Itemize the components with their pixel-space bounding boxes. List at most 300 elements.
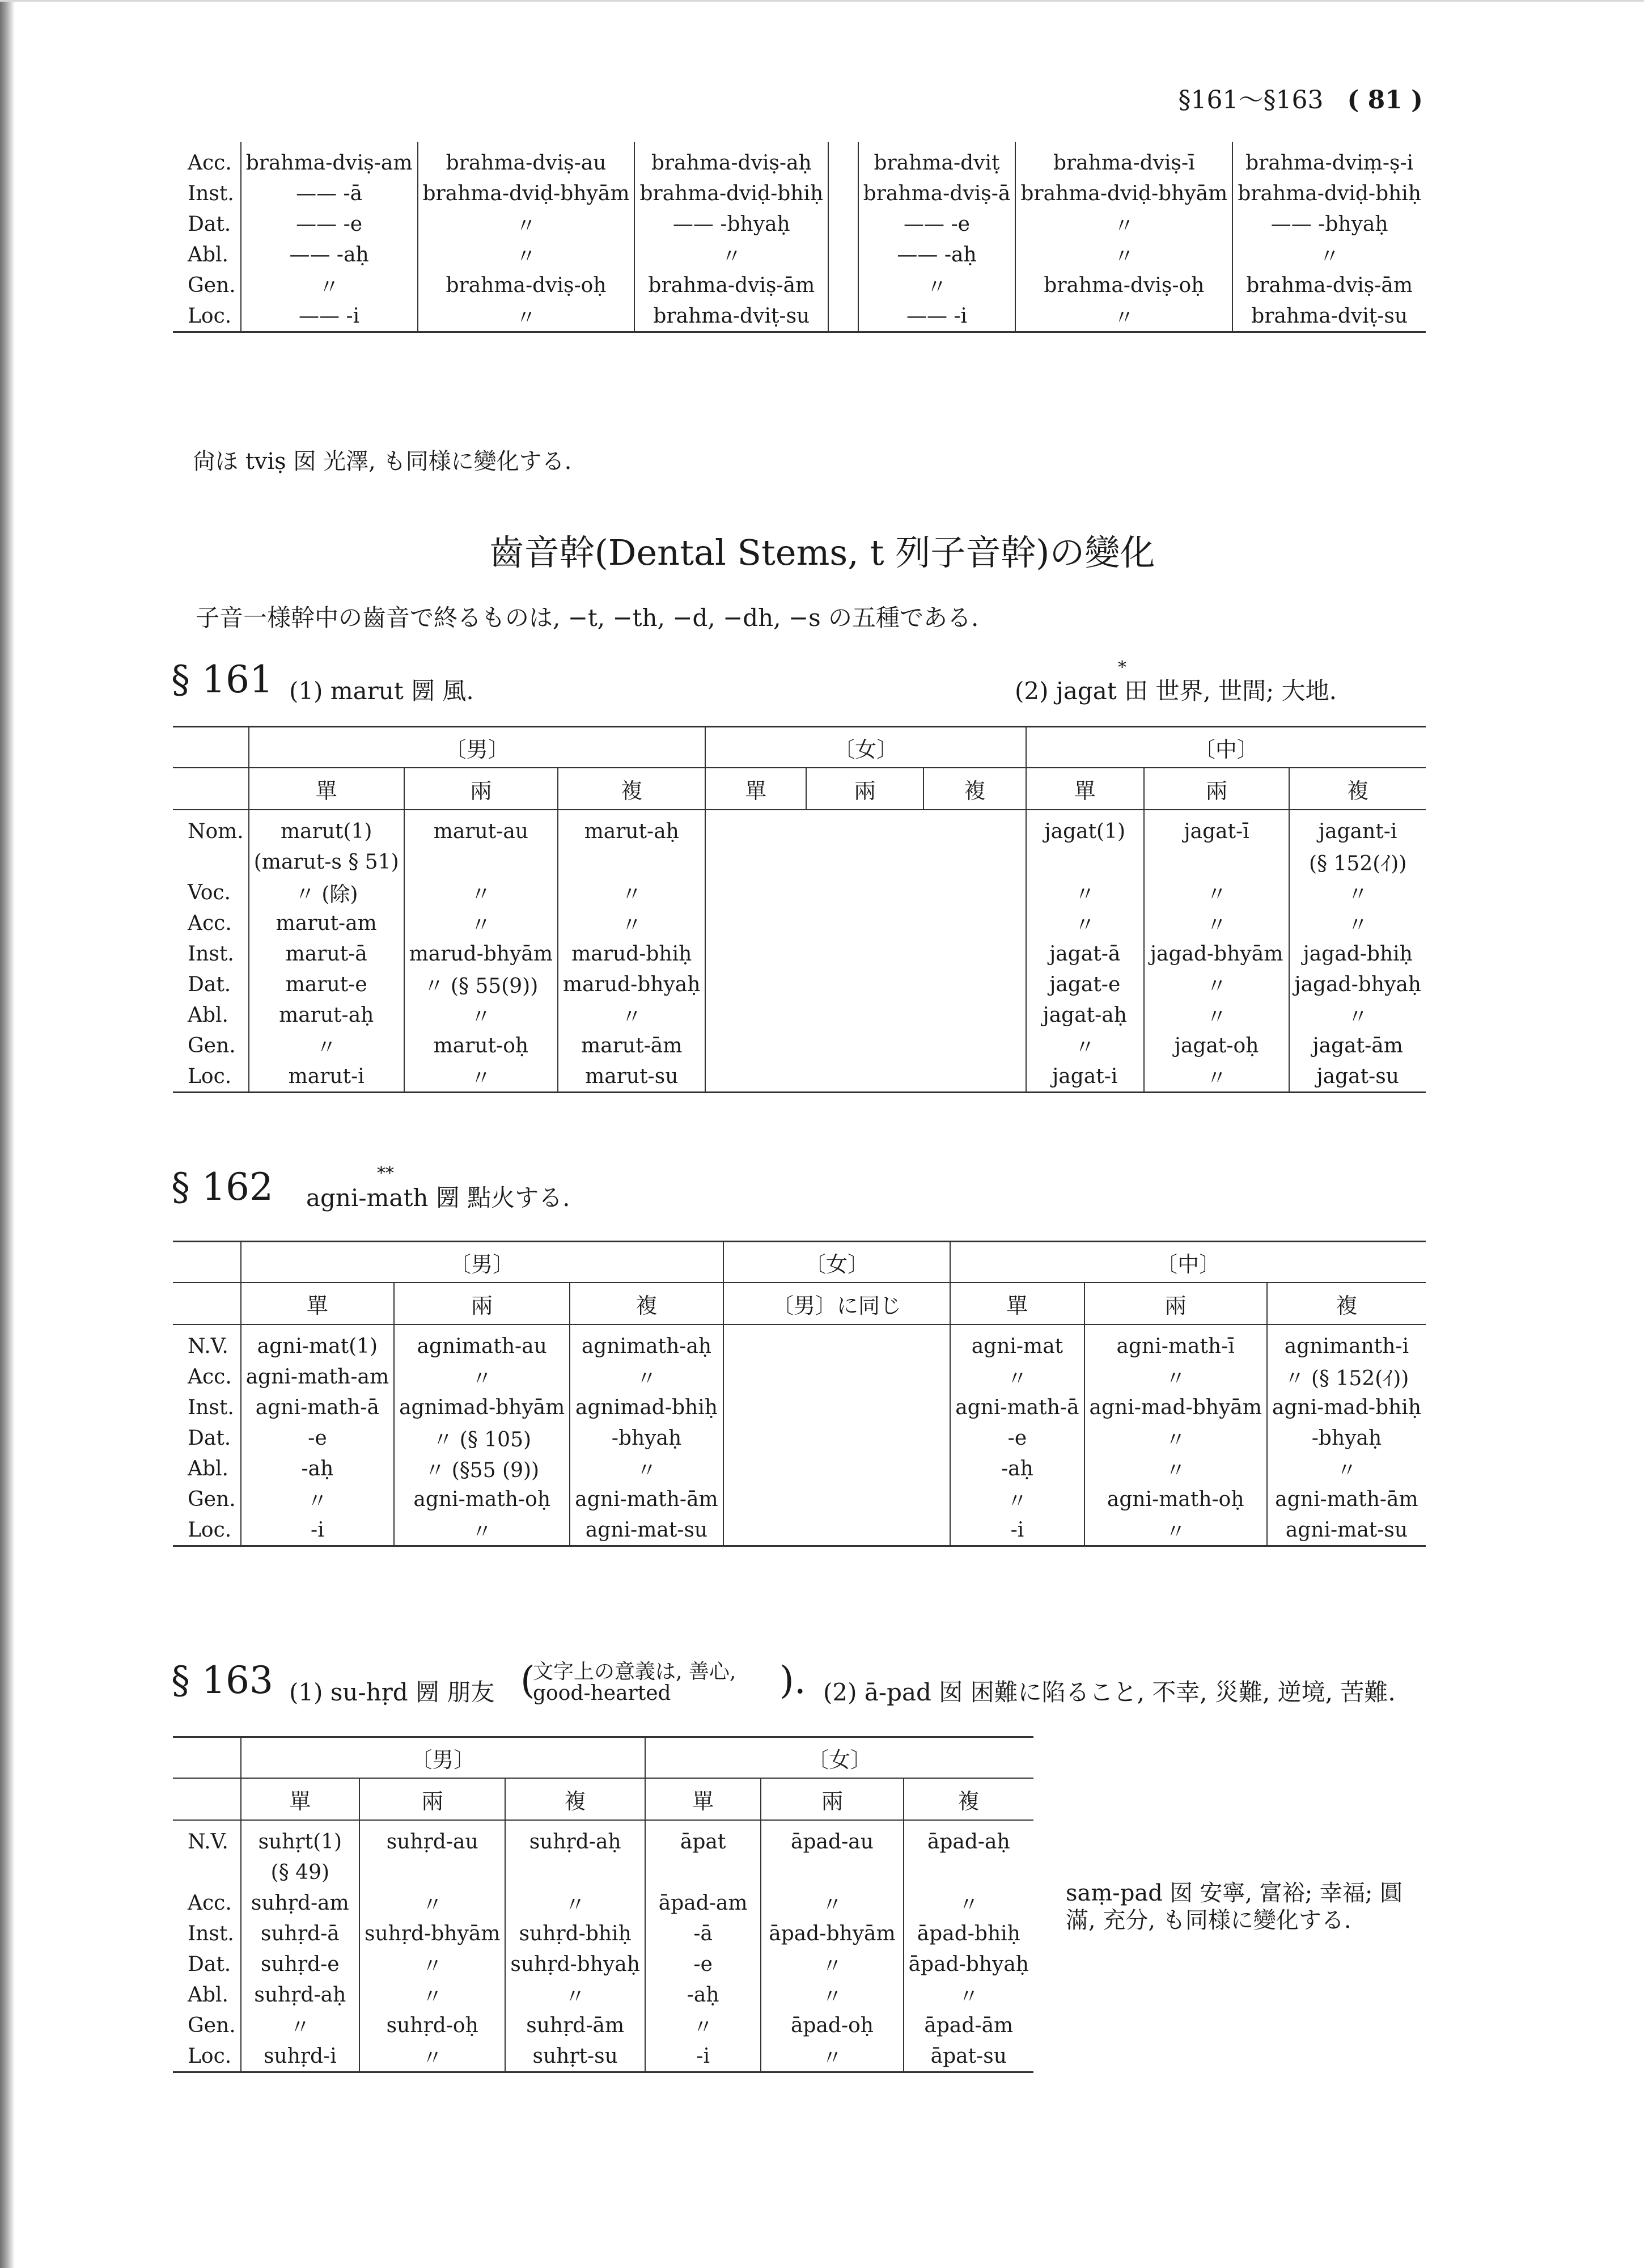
- case-label: Inst.: [188, 181, 234, 205]
- empty-cell: [923, 1030, 1026, 1061]
- table-row: [173, 301, 1426, 332]
- case-label: [173, 847, 249, 877]
- cell: jagad-bhyaḥ: [1289, 969, 1426, 1000]
- empty-cell: [923, 969, 1026, 1000]
- cell: 〃: [1289, 908, 1426, 938]
- cell: marud-bhyām: [404, 938, 558, 969]
- section-number-162: § 162: [171, 1165, 273, 1209]
- gender-header-row: [173, 727, 1426, 768]
- cell: agni-math-ām: [570, 1484, 723, 1514]
- empty-cell: [806, 938, 923, 969]
- cell: 〃: [558, 877, 705, 908]
- empty-cell: [705, 938, 806, 969]
- cell: āpad-bhyaḥ: [904, 1949, 1033, 1979]
- section-number-161: § 161: [171, 658, 273, 701]
- cell: 〃: [558, 908, 705, 938]
- empty-cell: [806, 1061, 923, 1093]
- cell: (§ 152(ｲ)): [1289, 847, 1426, 877]
- cell: [1144, 847, 1290, 877]
- number-header: 兩: [359, 1778, 505, 1820]
- case-label: Gen.: [188, 2013, 236, 2037]
- section-intro: 子音一様幹中の齒音で終るものは, −t, −th, −d, −dh, −s の五種である.: [196, 604, 979, 632]
- cell: jagad-bhiḥ: [1289, 938, 1426, 969]
- cell: suhṛd-oḥ: [359, 2010, 505, 2041]
- number-header: 單: [705, 768, 806, 810]
- empty-cell: [723, 1484, 951, 1514]
- table-row: [173, 1453, 1426, 1484]
- cell: 〃: [359, 1979, 505, 2010]
- cell: (marut-s § 51): [249, 847, 404, 877]
- cell: agni-mat-su: [570, 1514, 723, 1546]
- case-label: Acc.: [188, 1891, 232, 1915]
- cell: —— -bhyaḥ: [634, 209, 828, 239]
- cell: 〃: [904, 1979, 1033, 2010]
- case-label: Loc.: [188, 1518, 232, 1542]
- cell: suhṛd-aḥ: [241, 1979, 359, 2010]
- case-label: Loc.: [188, 304, 232, 328]
- empty-cell: [923, 847, 1026, 877]
- number-header: 複: [904, 1778, 1033, 1820]
- gloss-close-paren: ).: [779, 1658, 806, 1702]
- cell: marut-su: [558, 1061, 705, 1093]
- cell: 〃: [418, 301, 635, 332]
- gender-header-row: [173, 1737, 1033, 1779]
- cell: [645, 1857, 761, 1888]
- table-row: [173, 908, 1426, 938]
- cell: āpad-au: [761, 1820, 903, 1857]
- header-sections: §161〜§163: [1178, 86, 1324, 115]
- s163-gloss: [533, 1661, 736, 1704]
- cell: 〃: [1015, 301, 1232, 332]
- number-header: 單: [1026, 768, 1144, 810]
- cell: 〃: [1232, 239, 1426, 270]
- table-row: [173, 209, 1426, 239]
- table-row: [173, 1061, 1426, 1093]
- cell: —— -i: [858, 301, 1016, 332]
- cell: 〃: [241, 270, 418, 301]
- cell: suhṛd-i: [241, 2041, 359, 2072]
- cell: agni-math-ām: [1267, 1484, 1426, 1514]
- case-label: Loc.: [188, 2044, 232, 2068]
- cell: marut-aḥ: [249, 1000, 404, 1030]
- cell: brahma-dviḍ-bhiḥ: [634, 178, 828, 209]
- empty-cell: [723, 1325, 951, 1361]
- cell: 〃: [404, 1000, 558, 1030]
- table-row: [173, 1888, 1033, 1918]
- cell: marut-aḥ: [558, 810, 705, 847]
- empty-cell: [923, 1061, 1026, 1093]
- case-label: Dat.: [188, 1426, 231, 1450]
- cell: suhṛt-su: [505, 2041, 645, 2072]
- empty-cell: [705, 847, 806, 877]
- cell: —— -aḥ: [858, 239, 1016, 270]
- empty-cell: [723, 1514, 951, 1546]
- cell: āpat: [645, 1820, 761, 1857]
- gender-header: 〔男〕: [241, 1737, 645, 1779]
- cell: 〃: [858, 270, 1016, 301]
- table-row: [173, 1423, 1426, 1453]
- empty-cell: [806, 877, 923, 908]
- cell: agni-mat-su: [1267, 1514, 1426, 1546]
- s163-item-apad: (2) ā-pad 囡 困難に陷ること, 不幸, 災難, 逆境, 苦難.: [823, 1678, 1396, 1706]
- gloss-open-paren: (: [520, 1658, 535, 1702]
- empty-cell: [828, 142, 858, 178]
- gender-header: 〔中〕: [950, 1242, 1426, 1283]
- number-header: 單: [645, 1778, 761, 1820]
- gender-header: 〔男〕: [249, 727, 706, 768]
- case-label: Gen.: [188, 1034, 236, 1057]
- table-row: [173, 1392, 1426, 1423]
- empty-cell: [723, 1453, 951, 1484]
- empty-cell: [806, 908, 923, 938]
- cell: 〃: [418, 209, 635, 239]
- cell: 〃: [570, 1453, 723, 1484]
- cell: brahma-dviṣ-oḥ: [418, 270, 635, 301]
- table-row: [173, 1325, 1426, 1361]
- number-header: 兩: [806, 768, 923, 810]
- case-label: Abl.: [188, 1003, 228, 1027]
- empty-cell: [705, 810, 806, 847]
- cell: jagat(1): [1026, 810, 1144, 847]
- scan-top-edge: [0, 0, 1644, 2]
- cell: brahma-dviṣ-ām: [634, 270, 828, 301]
- cell: brahma-dviḍ-bhiḥ: [1232, 178, 1426, 209]
- cell: 〃: [1084, 1423, 1267, 1453]
- cell: -aḥ: [950, 1453, 1084, 1484]
- cell: agni-mad-bhiḥ: [1267, 1392, 1426, 1423]
- gloss-top: 文字上の意義は, 善心,: [533, 1660, 736, 1683]
- cell: jagat-aḥ: [1026, 1000, 1144, 1030]
- empty-cell: [923, 938, 1026, 969]
- cell: agni-math-oḥ: [394, 1484, 570, 1514]
- cell: 〃: [404, 908, 558, 938]
- cell: āpad-aḥ: [904, 1820, 1033, 1857]
- cell: -e: [950, 1423, 1084, 1453]
- cell: (§ 49): [241, 1857, 359, 1888]
- cell: —— -aḥ: [241, 239, 418, 270]
- cell: 〃: [1144, 877, 1290, 908]
- cell: 〃: [761, 1979, 903, 2010]
- table-row: [173, 1918, 1033, 1949]
- corner-cell: [173, 727, 249, 768]
- cell: 〃: [1144, 969, 1290, 1000]
- s161-item-marut: (1) marut 圐 風.: [289, 677, 474, 705]
- cell: 〃: [418, 239, 635, 270]
- empty-cell: [705, 1000, 806, 1030]
- case-label: Inst.: [188, 1395, 234, 1419]
- cell: [1026, 847, 1144, 877]
- cell: 〃: [634, 239, 828, 270]
- cell: 〃: [1144, 1061, 1290, 1093]
- cell: 〃: [241, 1484, 394, 1514]
- running-head: [1179, 79, 1423, 116]
- empty-cell: [923, 877, 1026, 908]
- empty-cell: [923, 810, 1026, 847]
- empty-cell: [705, 877, 806, 908]
- table-row: [173, 1979, 1033, 2010]
- empty-cell: [806, 969, 923, 1000]
- cell: suhṛd-ām: [505, 2010, 645, 2041]
- cell: marut-e: [249, 969, 404, 1000]
- cell: agni-math-oḥ: [1084, 1484, 1267, 1514]
- number-header: 複: [558, 768, 705, 810]
- cell: jagat-su: [1289, 1061, 1426, 1093]
- cell: suhṛd-bhyām: [359, 1918, 505, 1949]
- cell: agnimad-bhiḥ: [570, 1392, 723, 1423]
- case-label: Acc.: [188, 1365, 232, 1389]
- case-label: Inst.: [188, 1922, 234, 1945]
- cell: suhṛd-bhiḥ: [505, 1918, 645, 1949]
- cell: jagat-ī: [1144, 810, 1290, 847]
- s161-item-jagat: (2) jagat 田 世界, 世間; 大地.: [1015, 677, 1337, 705]
- number-header: 兩: [404, 768, 558, 810]
- case-label: Acc.: [188, 911, 232, 935]
- number-header: 單: [249, 768, 404, 810]
- case-label: Abl.: [188, 1457, 228, 1480]
- case-label: Inst.: [188, 942, 234, 966]
- cell: 〃: [1015, 239, 1232, 270]
- table-row: [173, 877, 1426, 908]
- gender-header: 〔中〕: [1026, 727, 1426, 768]
- cell: —— -e: [241, 209, 418, 239]
- empty-cell: [828, 239, 858, 270]
- cell: brahma-dviṣ-oḥ: [1015, 270, 1232, 301]
- brahma-dvis-table: [173, 142, 1426, 333]
- cell: brahma-dviṣ-am: [241, 142, 418, 178]
- cell: agnimath-au: [394, 1325, 570, 1361]
- gender-header-row: [173, 1242, 1426, 1283]
- cell: 〃: [505, 1979, 645, 2010]
- sampad-note: saṃ-pad 囡 安寧, 富裕; 幸福; 圓滿, 充分, も同様に變化する.: [1066, 1880, 1403, 1933]
- cell: 〃: [1084, 1361, 1267, 1392]
- cell: jagat-ā: [1026, 938, 1144, 969]
- cell: suhṛd-bhyaḥ: [505, 1949, 645, 1979]
- cell: agni-math-am: [241, 1361, 394, 1392]
- cell: 〃: [359, 1949, 505, 1979]
- table-row: [173, 969, 1426, 1000]
- empty-cell: [705, 908, 806, 938]
- gender-header: 〔女〕: [705, 727, 1026, 768]
- cell: āpad-am: [645, 1888, 761, 1918]
- number-header-row: [173, 1778, 1033, 1820]
- cell: agni-math-ā: [241, 1392, 394, 1423]
- number-header: 複: [1267, 1283, 1426, 1325]
- table-row: [173, 270, 1426, 301]
- table-row: [173, 1030, 1426, 1061]
- cell: marud-bhiḥ: [558, 938, 705, 969]
- cell: brahma-dviṣ-au: [418, 142, 635, 178]
- empty-cell: [923, 908, 1026, 938]
- cell: agni-math-ī: [1084, 1325, 1267, 1361]
- cell: —— -ā: [241, 178, 418, 209]
- cell: 〃: [558, 1000, 705, 1030]
- cell: agni-math-ā: [950, 1392, 1084, 1423]
- cell: brahma-dviṭ-su: [1232, 301, 1426, 332]
- cell: suhṛt(1): [241, 1820, 359, 1857]
- cell: jagat-i: [1026, 1061, 1144, 1093]
- empty-cell: [828, 209, 858, 239]
- cell: brahma-dviṣ-ām: [1232, 270, 1426, 301]
- cell: agni-mad-bhyām: [1084, 1392, 1267, 1423]
- case-label: N.V.: [188, 1334, 228, 1358]
- table-row: [173, 2010, 1033, 2041]
- cell: jagant-i: [1289, 810, 1426, 847]
- corner-cell: [173, 1242, 241, 1283]
- number-header: 複: [570, 1283, 723, 1325]
- number-header: 單: [950, 1283, 1084, 1325]
- table-row: [173, 239, 1426, 270]
- cell: marut-am: [249, 908, 404, 938]
- gender-header: 〔女〕: [723, 1242, 951, 1283]
- cell: āpad-oḥ: [761, 2010, 903, 2041]
- empty-cell: [806, 847, 923, 877]
- cell: 〃: [394, 1514, 570, 1546]
- cell: brahma-dviṭ-su: [634, 301, 828, 332]
- cell: [404, 847, 558, 877]
- cell: -aḥ: [241, 1453, 394, 1484]
- case-label: [173, 1857, 241, 1888]
- page-number: ( 81 ): [1347, 86, 1423, 115]
- table-row: [173, 178, 1426, 209]
- empty-cell: [806, 1000, 923, 1030]
- gender-header: 〔男〕: [241, 1242, 723, 1283]
- cell: -aḥ: [645, 1979, 761, 2010]
- cell: suhṛd-aḥ: [505, 1820, 645, 1857]
- case-label: Voc.: [188, 881, 231, 904]
- cell: 〃: [570, 1361, 723, 1392]
- cell: 〃: [505, 1888, 645, 1918]
- case-label: Dat.: [188, 212, 231, 236]
- feminine-same-note: 〔男〕に同じ: [723, 1283, 951, 1325]
- empty-cell: [828, 178, 858, 209]
- cell: 〃 (§ 55(9)): [404, 969, 558, 1000]
- cell: 〃: [1015, 209, 1232, 239]
- cell: -e: [645, 1949, 761, 1979]
- number-header: 兩: [394, 1283, 570, 1325]
- case-label: Loc.: [188, 1064, 232, 1088]
- cell: agnimad-bhyām: [394, 1392, 570, 1423]
- table-row: [173, 938, 1426, 969]
- cell: marut-i: [249, 1061, 404, 1093]
- cell: suhṛd-ā: [241, 1918, 359, 1949]
- cell: 〃: [645, 2010, 761, 2041]
- empty-cell: [806, 1030, 923, 1061]
- case-label: Dat.: [188, 1952, 231, 1976]
- case-label: Acc.: [188, 151, 232, 175]
- cell: jagat-e: [1026, 969, 1144, 1000]
- cell: 〃: [404, 1061, 558, 1093]
- cell: [505, 1857, 645, 1888]
- empty-cell: [723, 1392, 951, 1423]
- number-header: 單: [241, 1778, 359, 1820]
- cell: marut(1): [249, 810, 404, 847]
- cell: 〃: [1144, 908, 1290, 938]
- table-row: [173, 810, 1426, 847]
- table-row: [173, 142, 1426, 178]
- cell: 〃: [761, 1888, 903, 1918]
- number-header: 兩: [1084, 1283, 1267, 1325]
- cell: marut-ā: [249, 938, 404, 969]
- case-label: N.V.: [188, 1830, 228, 1854]
- cell: 〃: [1026, 908, 1144, 938]
- empty-cell: [705, 1061, 806, 1093]
- case-label: Gen.: [188, 273, 236, 297]
- cell: -bhyaḥ: [1267, 1423, 1426, 1453]
- empty-cell: [806, 810, 923, 847]
- empty-cell: [828, 301, 858, 332]
- cell: —— -i: [241, 301, 418, 332]
- corner-cell: [173, 768, 249, 810]
- cell: 〃: [394, 1361, 570, 1392]
- cell: brahma-dviṣ-ī: [1015, 142, 1232, 178]
- cell: brahma-dviṃ-ṣ-i: [1232, 142, 1426, 178]
- cell: jagat-ām: [1289, 1030, 1426, 1061]
- cell: -ā: [645, 1918, 761, 1949]
- s161-star: *: [1118, 658, 1126, 678]
- empty-cell: [723, 1423, 951, 1453]
- cell: 〃 (§ 152(ｲ)): [1267, 1361, 1426, 1392]
- cell: 〃: [241, 2010, 359, 2041]
- number-header-row: [173, 1283, 1426, 1325]
- corner-cell: [173, 1283, 241, 1325]
- cell: —— -bhyaḥ: [1232, 209, 1426, 239]
- cell: 〃: [950, 1361, 1084, 1392]
- cell: suhṛd-au: [359, 1820, 505, 1857]
- table-row: [173, 2041, 1033, 2072]
- cell: 〃 (§ 105): [394, 1423, 570, 1453]
- cell: 〃: [904, 1888, 1033, 1918]
- cell: [904, 1857, 1033, 1888]
- cell: marud-bhyaḥ: [558, 969, 705, 1000]
- table-row: [173, 1514, 1426, 1546]
- number-header-row: [173, 768, 1426, 810]
- cell: marut-ām: [558, 1030, 705, 1061]
- cell: brahma-dviṣ-ā: [858, 178, 1016, 209]
- cell: āpad-bhiḥ: [904, 1918, 1033, 1949]
- cell: [761, 1857, 903, 1888]
- cell: 〃: [404, 877, 558, 908]
- table-row: [173, 847, 1426, 877]
- s161-table: [173, 726, 1426, 1093]
- cell: -i: [950, 1514, 1084, 1546]
- cell: āpad-bhyām: [761, 1918, 903, 1949]
- table-row: [173, 1857, 1033, 1888]
- cell: brahma-dviṣ-aḥ: [634, 142, 828, 178]
- section-number-163: § 163: [171, 1658, 273, 1702]
- cell: agnimanth-i: [1267, 1325, 1426, 1361]
- cell: 〃 (除): [249, 877, 404, 908]
- cell: 〃: [1267, 1453, 1426, 1484]
- section-title: 齒音幹(Dental Stems, t 列子音幹)の變化: [489, 532, 1155, 573]
- cell: brahma-dviḍ-bhyām: [1015, 178, 1232, 209]
- cell: suhṛd-e: [241, 1949, 359, 1979]
- cell: 〃: [1289, 877, 1426, 908]
- table-row: [173, 1000, 1426, 1030]
- number-header: 兩: [761, 1778, 903, 1820]
- tvis-note: 尙ほ tviṣ 囡 光澤, も同様に變化する.: [193, 448, 572, 475]
- cell: agni-mat(1): [241, 1325, 394, 1361]
- s163-table: [173, 1736, 1033, 2073]
- cell: agni-mat: [950, 1325, 1084, 1361]
- gloss-bottom: good-hearted: [533, 1682, 671, 1705]
- empty-cell: [723, 1361, 951, 1392]
- empty-cell: [828, 270, 858, 301]
- cell: [558, 847, 705, 877]
- number-header: 複: [1289, 768, 1426, 810]
- cell: āpad-ām: [904, 2010, 1033, 2041]
- cell: -i: [645, 2041, 761, 2072]
- cell: -i: [241, 1514, 394, 1546]
